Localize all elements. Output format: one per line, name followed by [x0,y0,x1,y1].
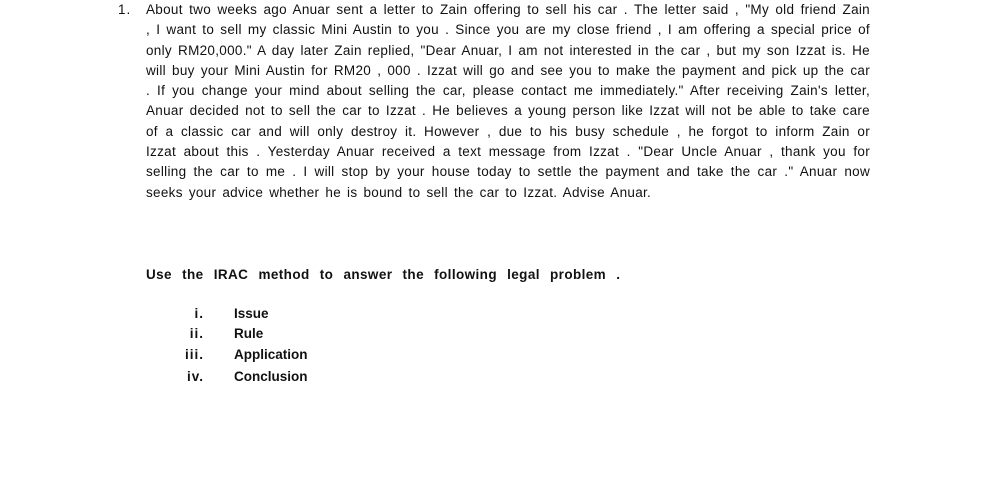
irac-label: Conclusion [234,369,308,384]
question-text: About two weeks ago Anuar sent a letter to Zain offering to sell his car . The letter said , "My old friend Zain , I want to sell my classic Mini Austin to you . Since you are my close friend , I am offering a special price of only RM20,000." A day later Zain replied, "Dear Anuar, I am not interested in the car , but my son Izzat is. He will buy your Mini Austin for RM20 , 000 . Izzat will go and see you to make the payment and pick up the car . If you change your mind about selling the car, please contact me immediately." After receiving Zain's letter, Anuar decided not to sell the car to Izzat . He believes a young person like Izzat will not be able to take care of a classic car and will only destroy it. However , due to his busy schedule , he forgot to inform Zain or Izzat about this . Yesterday Anuar received a text message from Izzat . "Dear Uncle Anuar , thank you for selling the car to me . I will stop by your house today to settle the payment and take the car ." Anuar now seeks your advice whether he is bound to sell the car to Izzat. Advise Anuar. [146,2,870,200]
irac-item-issue [0,306,992,326]
irac-label: Application [234,347,308,362]
irac-numeral: iii. [184,347,204,362]
irac-item-rule [0,326,992,346]
irac-numeral: ii. [189,326,204,341]
irac-item-conclusion [0,369,992,389]
irac-label: Rule [234,326,264,341]
irac-numeral: i. [194,306,204,321]
irac-numeral: iv. [186,369,204,384]
irac-label: Issue [234,306,269,321]
instruction-text: Use the IRAC method to answer the following legal problem . [146,267,621,282]
irac-item-application [0,347,992,367]
question-number: 1. [118,2,132,17]
